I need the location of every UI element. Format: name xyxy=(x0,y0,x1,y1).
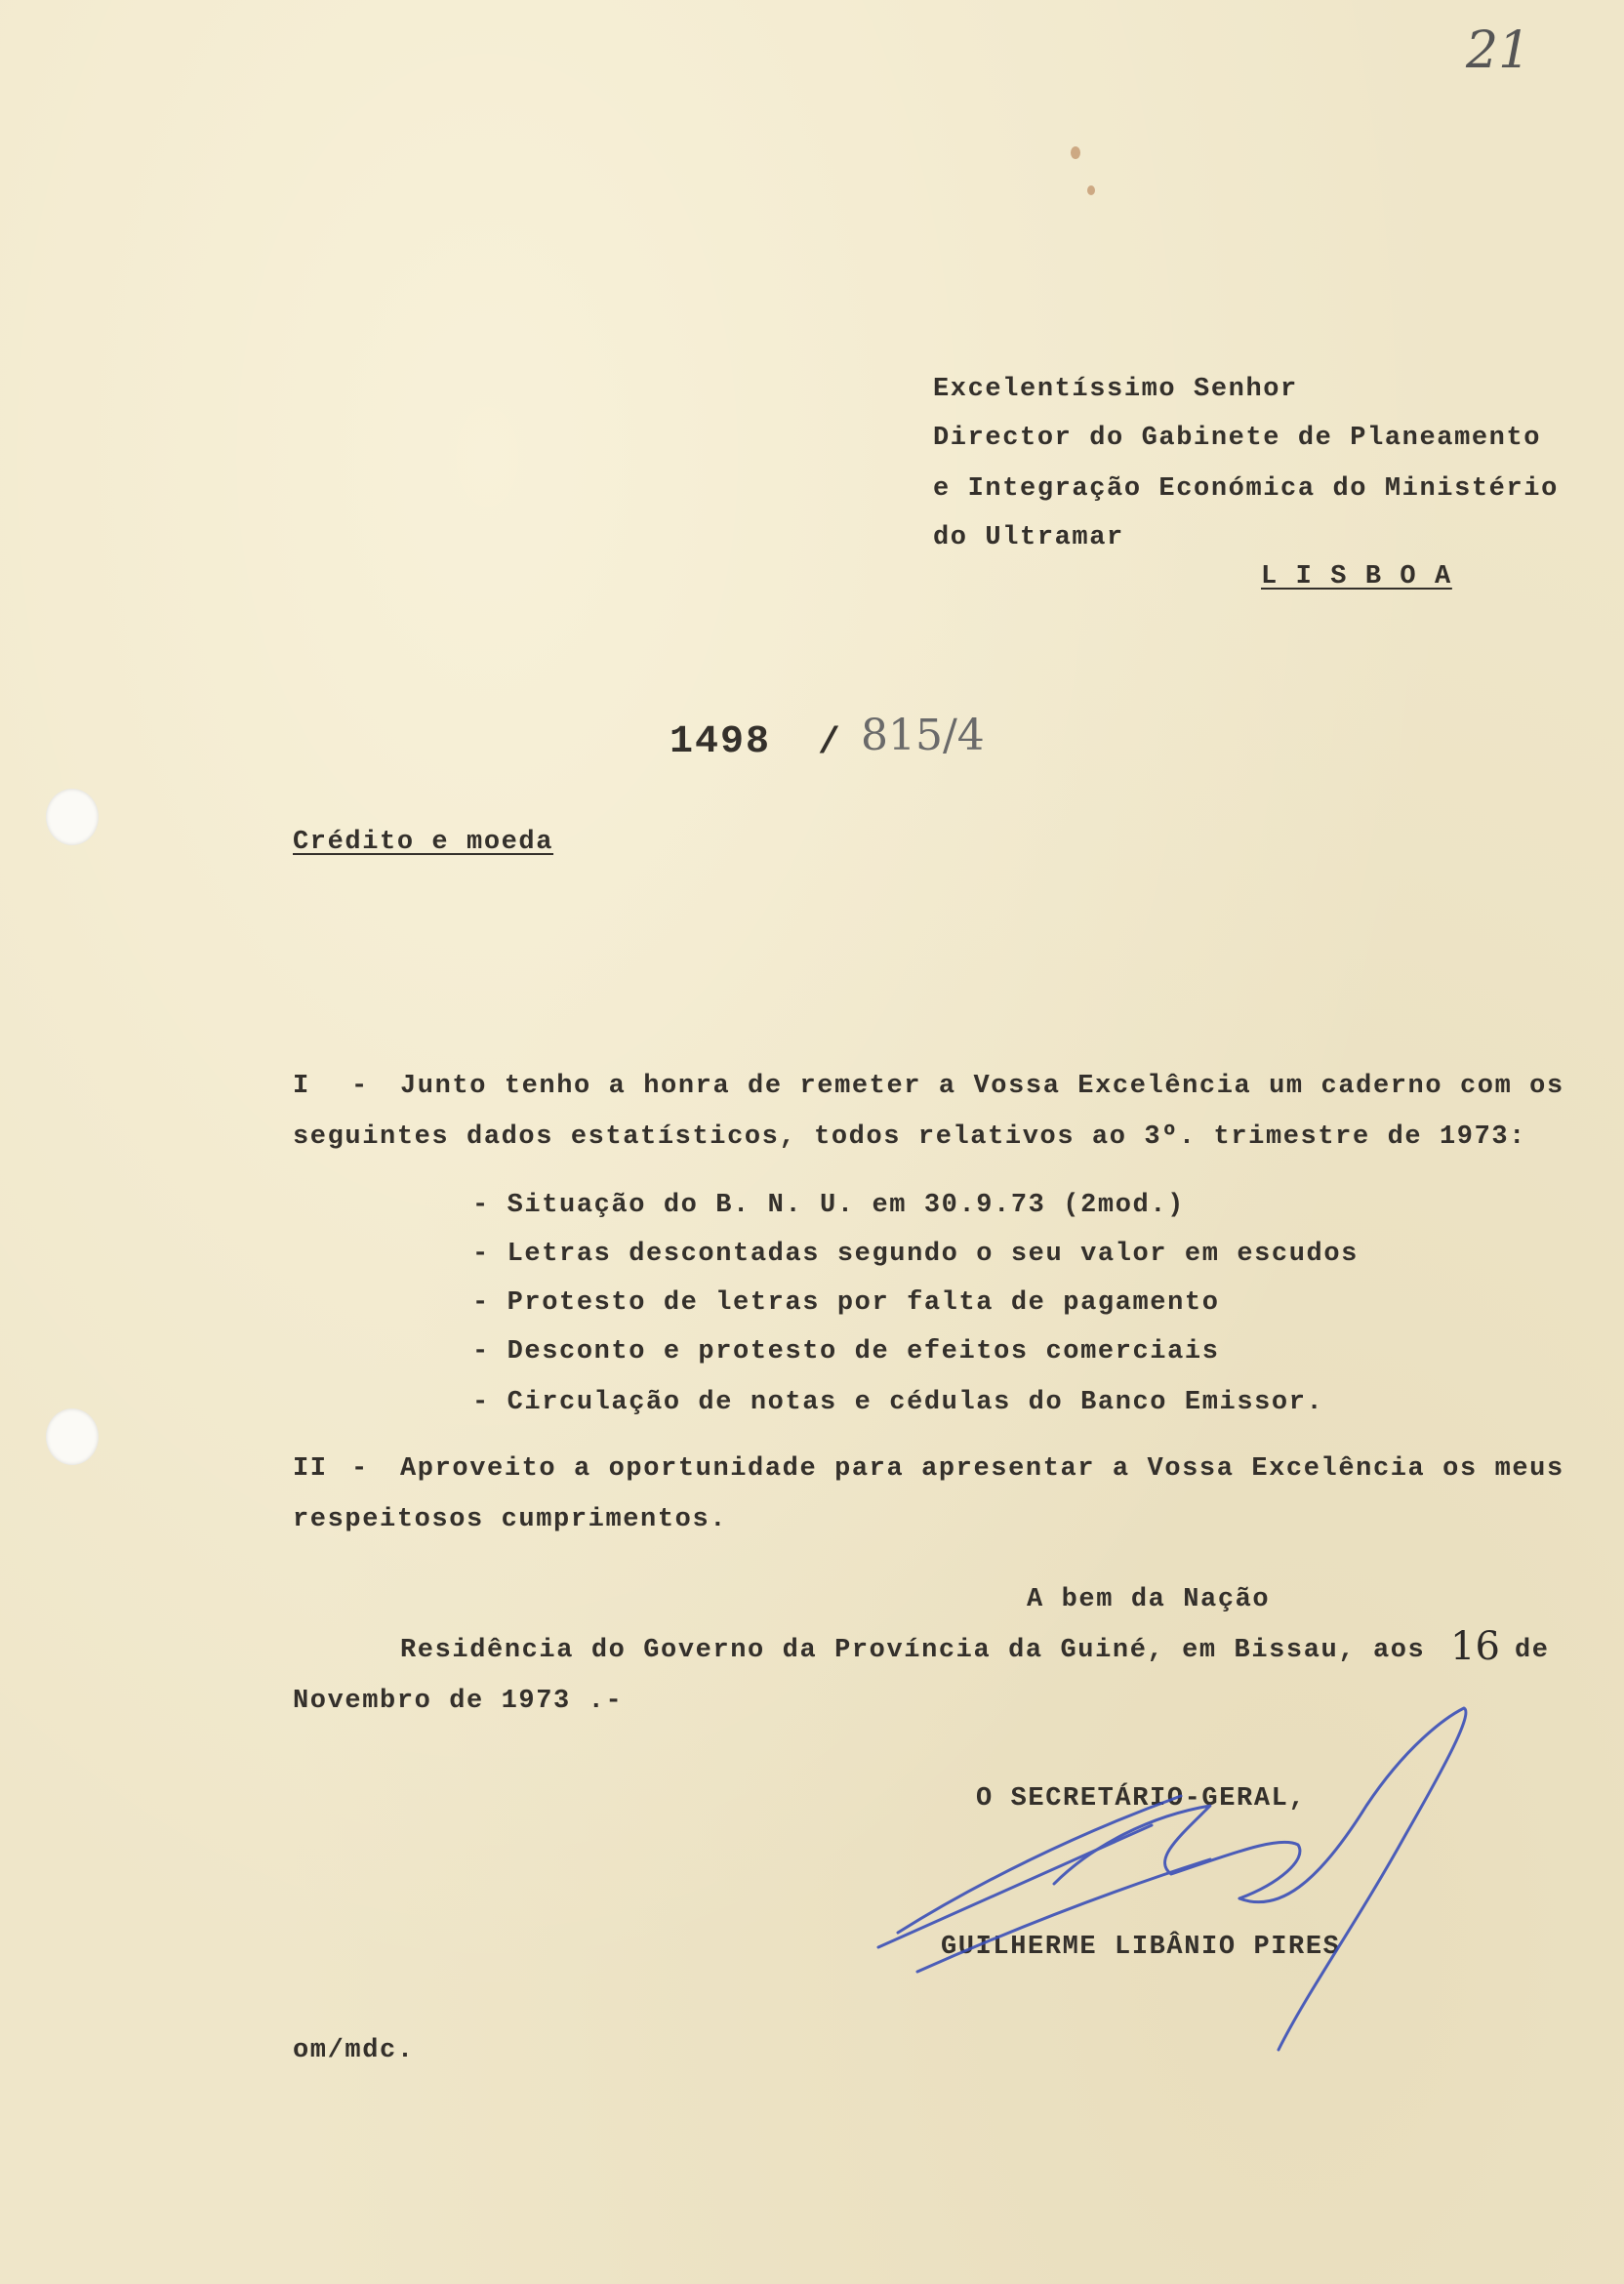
paragraph-1-line-2: seguintes dados estatísticos, todos relativos ao 3º. trimestre de 1973: xyxy=(293,1122,1526,1152)
addressee-line-3: e Integração Económica do Ministério xyxy=(933,474,1559,504)
punch-hole-bottom xyxy=(46,1408,99,1465)
paragraph-1-dash: - xyxy=(351,1072,369,1101)
place-date-line-1: Residência do Governo da Província da Guiné, em Bissau, aos xyxy=(400,1636,1426,1665)
list-item: - Letras descontadas segundo o seu valor em escudos xyxy=(472,1240,1359,1269)
subject-heading: Crédito e moeda xyxy=(293,828,554,857)
list-item: - Desconto e protesto de efeitos comerciais xyxy=(472,1337,1220,1366)
paragraph-2-numeral: II xyxy=(293,1454,328,1484)
paragraph-1-numeral: I xyxy=(293,1072,310,1101)
handwritten-signature xyxy=(859,1689,1483,2060)
typist-initials: om/mdc. xyxy=(293,2036,415,2065)
reference-handwritten: 815/4 xyxy=(861,711,985,760)
paragraph-2-line-1: Aproveito a oportunidade para apresentar a Vossa Excelência os meus xyxy=(400,1454,1564,1484)
paragraph-2-dash: - xyxy=(351,1454,369,1484)
punch-hole-top xyxy=(46,789,99,845)
reference-number: 1498 xyxy=(670,720,772,764)
addressee-city: L I S B O A xyxy=(1261,562,1452,591)
list-item: - Situação do B. N. U. em 30.9.73 (2mod.) xyxy=(472,1191,1185,1220)
stain-mark xyxy=(1071,146,1080,159)
place-date-line-2: Novembro de 1973 .- xyxy=(293,1687,624,1716)
paragraph-1-line-1: Junto tenho a honra de remeter a Vossa Excelência um caderno com os xyxy=(400,1072,1564,1101)
place-date-line-1-end: de xyxy=(1515,1636,1550,1665)
addressee-line-1: Excelentíssimo Senhor xyxy=(933,375,1298,404)
addressee-line-2: Director do Gabinete de Planeamento xyxy=(933,424,1542,453)
closing-line: A bem da Nação xyxy=(1027,1585,1271,1614)
list-item: - Protesto de letras por falta de pagamento xyxy=(472,1288,1220,1318)
paragraph-2-line-2: respeitosos cumprimentos. xyxy=(293,1505,728,1534)
signatory-name: GUILHERME LIBÂNIO PIRES xyxy=(941,1933,1341,1962)
list-item: - Circulação de notas e cédulas do Banco Emissor. xyxy=(472,1388,1324,1417)
date-day-handwritten: 16 xyxy=(1450,1624,1500,1669)
page-number: 21 xyxy=(1466,21,1531,80)
addressee-line-4: do Ultramar xyxy=(933,523,1124,552)
signatory-title: O SECRETÁRIO-GERAL, xyxy=(976,1784,1307,1814)
stain-mark xyxy=(1087,185,1095,195)
reference-separator: / xyxy=(818,722,842,764)
